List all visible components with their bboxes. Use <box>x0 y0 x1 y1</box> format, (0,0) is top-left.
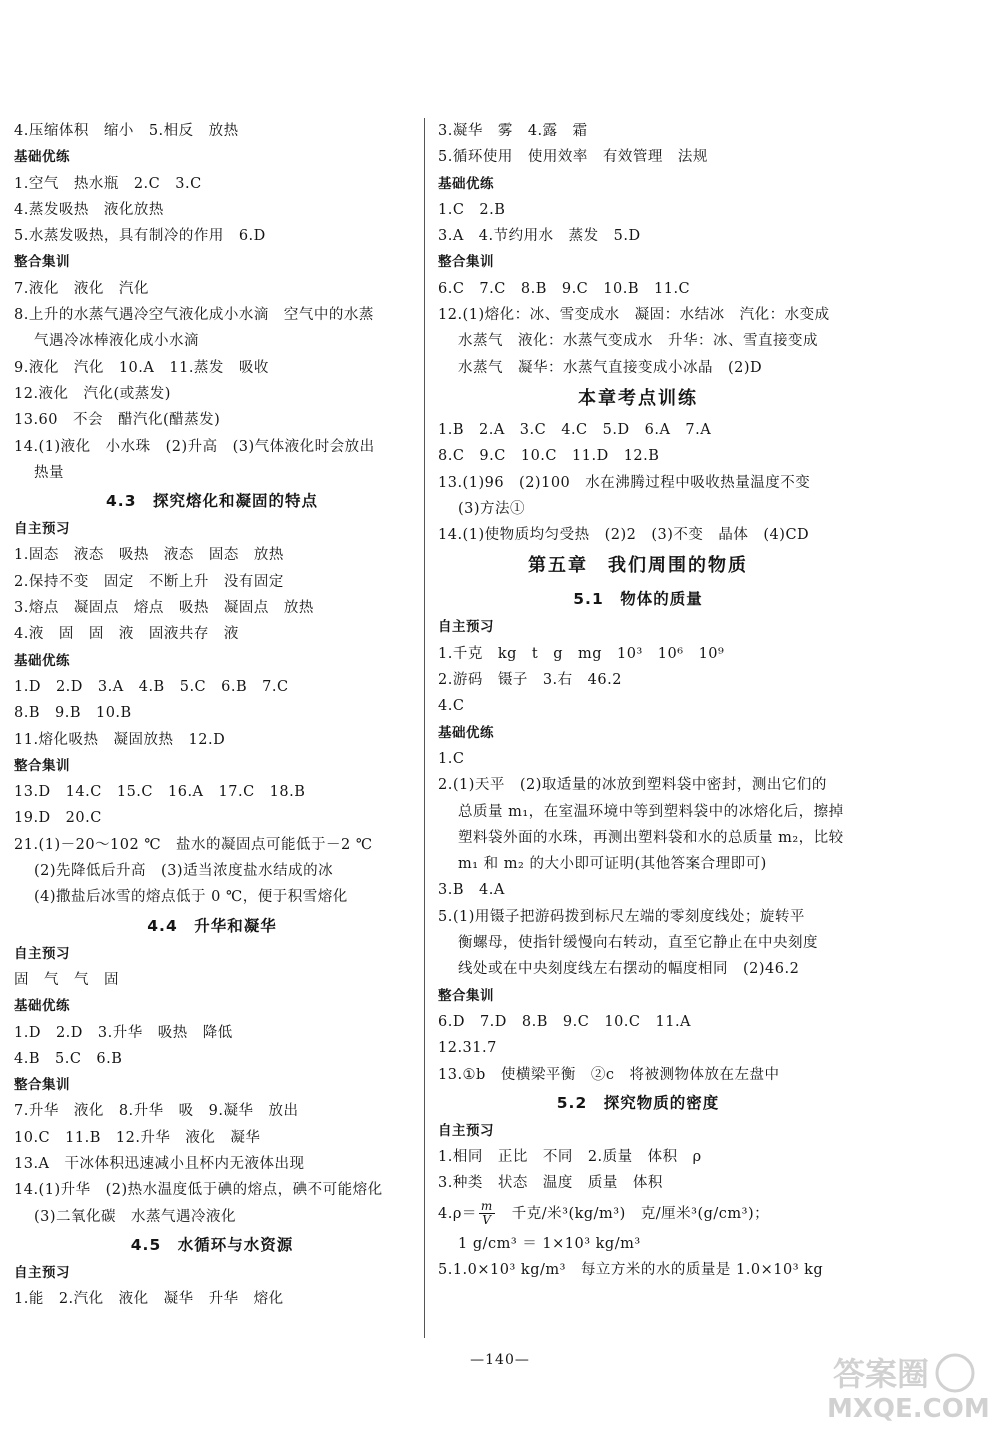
fraction-denominator: V <box>482 1213 492 1228</box>
formula-prefix: 4.ρ＝ <box>438 1205 477 1222</box>
formula-units: 千克/米³(kg/m³) 克/厘米³(g/cm³)； <box>496 1205 770 1222</box>
answer-line: 2.游码 镊子 3.右 46.2 <box>438 672 622 689</box>
answer-line: 13.(1)96 (2)100 水在沸腾过程中吸收热量温度不变 <box>438 474 811 491</box>
answer-line: 9.液化 汽化 10.A 11.蒸发 吸收 <box>14 359 269 376</box>
answer-line: 12.液化 汽化(或蒸发) <box>14 385 171 402</box>
answer-continuation: (2)先降低后升高 (3)适当浓度盐水结成的冰 <box>34 863 334 880</box>
answer-line: 1.C <box>438 750 465 767</box>
chapter-heading: 第五章 我们周围的物质 <box>528 555 748 577</box>
answer-line: 6.D 7.D 8.B 9.C 10.C 11.A <box>438 1013 692 1030</box>
section-heading: 4.3 探究熔化和凝固的特点 <box>106 492 318 511</box>
section-heading: 5.2 探究物质的密度 <box>556 1093 720 1112</box>
answer-line: 13.A 干冰体积迅速减小且杯内无液体出现 <box>14 1155 305 1172</box>
column-divider <box>424 118 425 1338</box>
watermark-graphic <box>815 1345 990 1425</box>
answer-line: 8.C 9.C 10.C 11.D 12.B <box>438 448 660 465</box>
answer-line: 1.D 2.D 3.A 4.B 5.C 6.B 7.C <box>14 678 289 695</box>
left-column <box>14 118 410 1312</box>
answer-line: 1.C 2.B <box>438 201 506 218</box>
answer-continuation: (3)方法① <box>458 500 526 517</box>
answer-line: 12.31.7 <box>438 1040 497 1057</box>
subsection-label: 基础优练 <box>438 724 494 741</box>
answer-line: 5.(1)用镊子把游码拨到标尺左端的零刻度线处；旋转平 <box>438 908 805 925</box>
answer-line: 13.60 不会 醋汽化(醋蒸发) <box>14 412 221 429</box>
answer-line: 13.①b 使横梁平衡 ②c 将被测物体放在左盘中 <box>438 1066 780 1083</box>
section-heading: 4.4 升华和凝华 <box>147 916 277 935</box>
subsection-label: 自主预习 <box>438 1122 494 1139</box>
answer-continuation: 衡螺母，使指针缓慢向右转动，直至它静止在中央刻度 <box>458 935 818 952</box>
answer-line: 13.D 14.C 15.C 16.A 17.C 18.B <box>14 784 306 801</box>
answer-line: 11.熔化吸热 凝固放热 12.D <box>14 731 226 748</box>
answer-continuation: 塑料袋外面的水珠，再测出塑料袋和水的总质量 m₂，比较 <box>458 829 844 846</box>
answer-line: 5.循环使用 使用效率 有效管理 法规 <box>438 149 708 166</box>
answer-line: 5.水蒸发吸热，具有制冷的作用 6.D <box>14 228 266 245</box>
answer-continuation: 水蒸气 液化：水蒸气变成水 升华：冰、雪直接变成 <box>458 333 818 350</box>
section-heading: 5.1 物体的质量 <box>573 590 703 609</box>
answer-continuation: (4)撒盐后冰雪的熔点低于 0 ℃，便于积雪熔化 <box>34 889 348 906</box>
chapter-heading: 本章考点训练 <box>578 387 698 409</box>
answer-continuation: 热量 <box>34 464 64 481</box>
answer-line: 1.固态 液态 吸热 液态 固态 放热 <box>14 547 284 564</box>
subsection-label: 整合集训 <box>438 987 494 1004</box>
answer-line: 1.空气 热水瓶 2.C 3.C <box>14 175 202 192</box>
subsection-label: 基础优练 <box>14 998 70 1015</box>
answer-continuation: 线处或在中央刻度线左右摆动的幅度相同 (2)46.2 <box>458 961 800 978</box>
subsection-label: 自主预习 <box>438 619 494 636</box>
answer-line: 1.千克 kg t g mg 10³ 10⁶ 10⁹ <box>438 645 725 662</box>
answer-line: 2.保持不变 固定 不断上升 没有固定 <box>14 573 284 590</box>
answer-line: 固 气 气 固 <box>14 971 119 988</box>
watermark-top-text: 答案圈 <box>833 1355 930 1393</box>
subsection-label: 整合集训 <box>438 254 494 271</box>
answer-continuation: 总质量 m₁，在室温环境中等到塑料袋中的冰熔化后，擦掉 <box>458 803 844 820</box>
answer-line: 3.凝华 雾 4.露 霜 <box>438 123 588 139</box>
subsection-label: 自主预习 <box>14 521 70 538</box>
watermark-bottom-text: MXQE.COM <box>827 1394 990 1424</box>
answer-line: 19.D 20.C <box>14 810 102 827</box>
subsection-label: 整合集训 <box>14 254 70 271</box>
right-column <box>438 118 844 1283</box>
answer-line: 4.B 5.C 6.B <box>14 1050 123 1067</box>
answer-line: 8.B 9.B 10.B <box>14 705 132 722</box>
answer-continuation: 1 g/cm³ ＝ 1×10³ kg/m³ <box>458 1235 641 1252</box>
answer-line: 4.液 固 固 液 固液共存 液 <box>14 626 239 643</box>
answer-line: 21.(1)－20～102 ℃ 盐水的凝固点可能低于－2 ℃ <box>14 836 373 853</box>
answer-continuation: (3)二氧化碳 水蒸气遇冷液化 <box>34 1208 237 1225</box>
subsection-label: 基础优练 <box>438 175 494 192</box>
formula-line <box>438 1197 838 1231</box>
answer-line: 14.(1)升华 (2)热水温度低于碘的熔点，碘不可能熔化 <box>14 1182 383 1199</box>
answer-line: 10.C 11.B 12.升华 液化 凝华 <box>14 1129 261 1146</box>
answer-line: 1.相同 正比 不同 2.质量 体积 ρ <box>438 1149 702 1166</box>
answer-line: 2.(1)天平 (2)取适量的冰放到塑料袋中密封，测出它们的 <box>438 777 827 794</box>
answer-continuation: m₁ 和 m₂ 的大小即可证明(其他答案合理即可) <box>458 856 767 873</box>
answer-line: 3.熔点 凝固点 熔点 吸热 凝固点 放热 <box>14 600 314 617</box>
watermark-logo <box>815 1345 990 1425</box>
answer-line: 5.1.0×10³ kg/m³ 每立方米的水的质量是 1.0×10³ kg <box>438 1261 824 1278</box>
subsection-label: 基础优练 <box>14 652 70 669</box>
subsection-label: 整合集训 <box>14 1077 70 1094</box>
answer-line: 7.液化 液化 汽化 <box>14 280 149 297</box>
answer-line: 1.能 2.汽化 液化 凝华 升华 熔化 <box>14 1291 284 1308</box>
answer-line: 3.B 4.A <box>438 882 505 899</box>
subsection-label: 自主预习 <box>14 1264 70 1281</box>
answer-line: 4.压缩体积 缩小 5.相反 放热 <box>14 123 239 139</box>
answer-line: 14.(1)使物质均匀受热 (2)2 (3)不变 晶体 (4)CD <box>438 527 810 544</box>
section-heading: 4.5 水循环与水资源 <box>130 1235 294 1254</box>
answer-line: 6.C 7.C 8.B 9.C 10.B 11.C <box>438 280 691 297</box>
answer-continuation: 水蒸气 凝华：水蒸气直接变成小冰晶 (2)D <box>458 359 763 376</box>
page-number: —140— <box>470 1352 530 1368</box>
answer-line: 7.升华 液化 8.升华 吸 9.凝华 放出 <box>14 1103 299 1120</box>
answer-line: 14.(1)液化 小水珠 (2)升高 (3)气体液化时会放出 <box>14 438 375 455</box>
subsection-label: 自主预习 <box>14 945 70 962</box>
watermark-circle <box>937 1355 973 1391</box>
answer-continuation: 气遇冷冰棒液化成小水滴 <box>34 333 199 350</box>
answer-line: 8.上升的水蒸气遇冷空气液化成小水滴 空气中的水蒸 <box>14 307 374 324</box>
answer-line: 3.种类 状态 温度 质量 体积 <box>438 1175 663 1192</box>
answer-line: 3.A 4.节约用水 蒸发 5.D <box>438 228 641 245</box>
density-fraction <box>479 1200 495 1227</box>
answer-line: 1.D 2.D 3.升华 吸热 降低 <box>14 1024 233 1041</box>
fraction-numerator: m <box>480 1199 493 1214</box>
subsection-label: 基础优练 <box>14 149 70 166</box>
answer-line: 4.C <box>438 698 465 715</box>
answer-line: 12.(1)熔化：冰、雪变成水 凝固：水结冰 汽化：水变成 <box>438 307 830 324</box>
answer-line: 1.B 2.A 3.C 4.C 5.D 6.A 7.A <box>438 421 712 438</box>
answer-line: 4.蒸发吸热 液化放热 <box>14 201 164 218</box>
subsection-label: 整合集训 <box>14 757 70 774</box>
